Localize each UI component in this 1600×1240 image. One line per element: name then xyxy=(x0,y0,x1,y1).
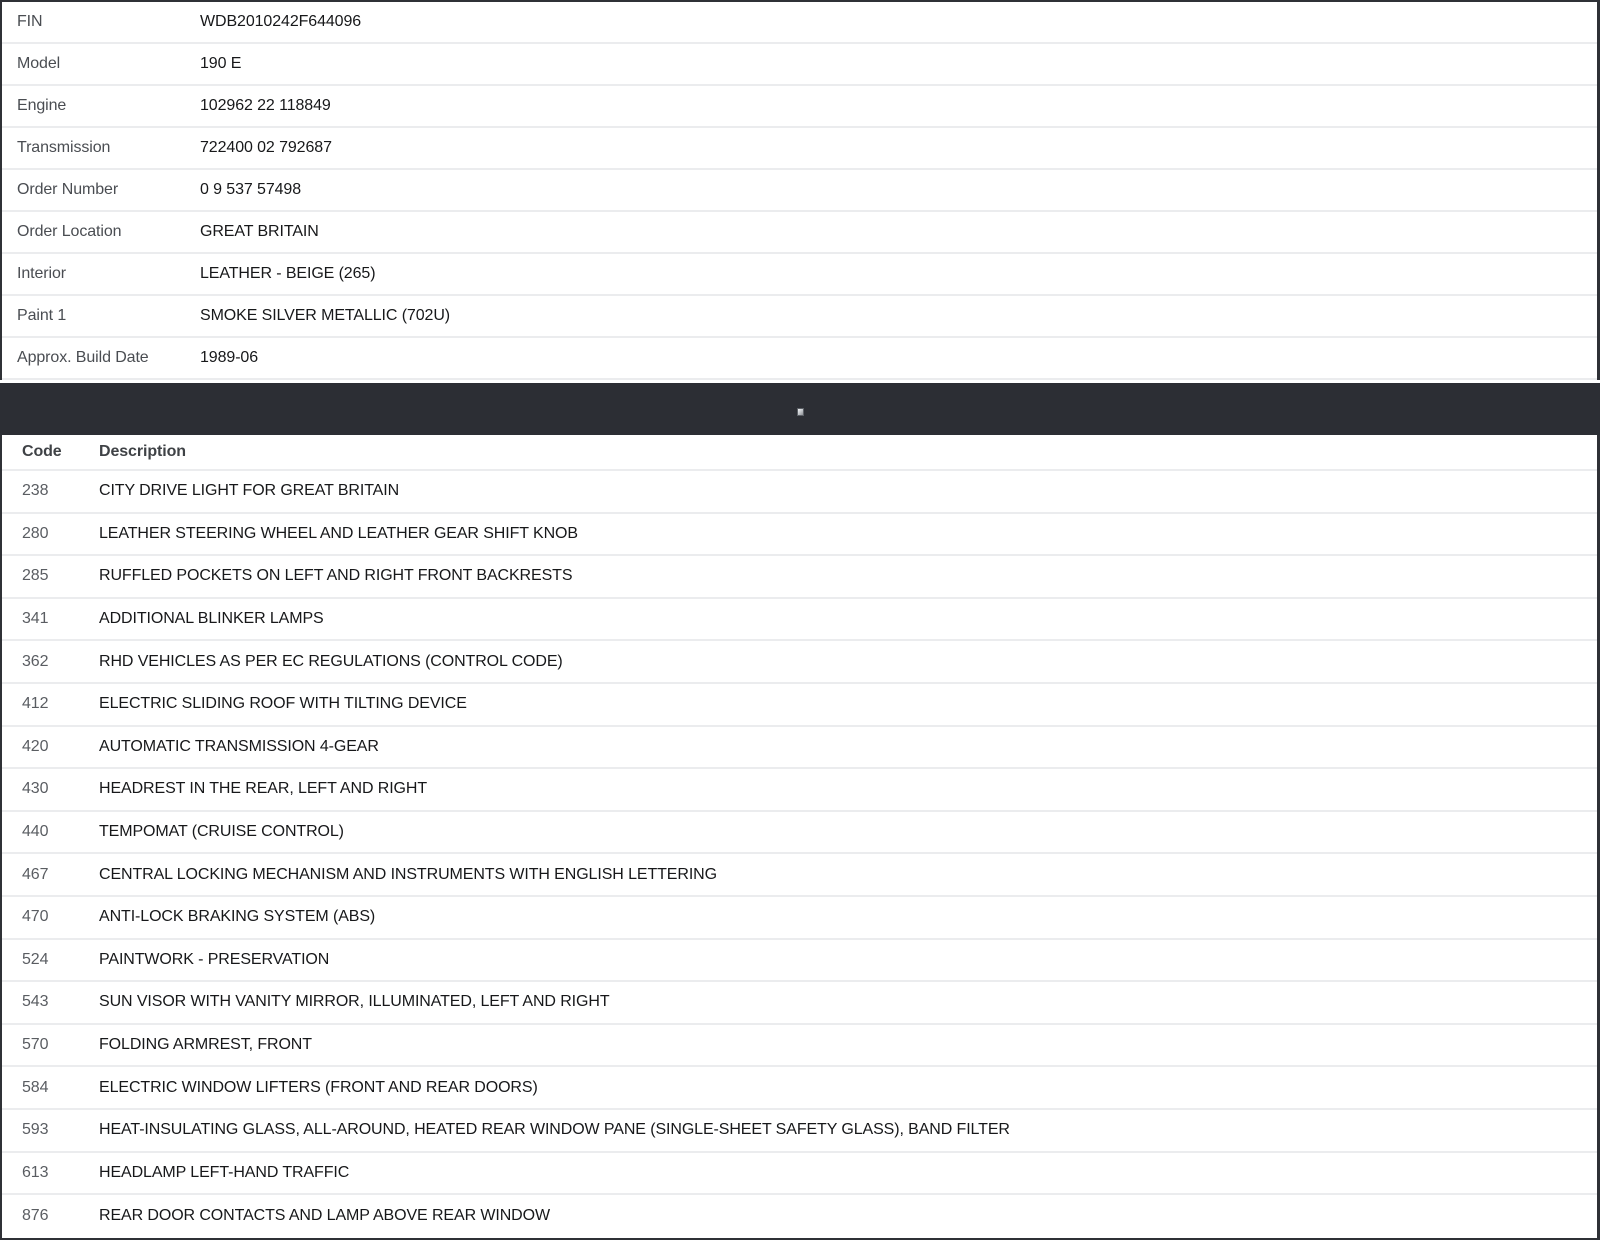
code-value: 280 xyxy=(22,524,49,542)
code-row xyxy=(2,684,1597,727)
code-value: 876 xyxy=(22,1207,49,1225)
code-value: 470 xyxy=(22,908,49,926)
code-row xyxy=(2,599,1597,642)
info-value: GREAT BRITAIN xyxy=(200,223,319,240)
code-value: 420 xyxy=(22,737,49,755)
info-row xyxy=(2,212,1597,254)
code-row xyxy=(2,1025,1597,1068)
info-label: Model xyxy=(17,55,61,72)
code-value: 341 xyxy=(22,610,49,628)
code-value: 362 xyxy=(22,652,49,670)
info-value: 722400 02 792687 xyxy=(200,139,332,156)
info-value: 190 E xyxy=(200,55,242,72)
code-row xyxy=(2,1153,1597,1196)
code-description: LEATHER STEERING WHEEL AND LEATHER GEAR SHIFT KNOB xyxy=(99,524,578,542)
code-value: 584 xyxy=(22,1078,49,1096)
code-value: 440 xyxy=(22,823,49,841)
info-value: 102962 22 118849 xyxy=(200,97,331,114)
code-description: RUFFLED POCKETS ON LEFT AND RIGHT FRONT BACKRESTS xyxy=(99,567,573,585)
info-label: Transmission xyxy=(17,139,111,156)
code-description: ANTI-LOCK BRAKING SYSTEM (ABS) xyxy=(99,908,376,926)
code-description: FOLDING ARMREST, FRONT xyxy=(99,1036,312,1054)
info-row xyxy=(2,2,1597,44)
code-description: ELECTRIC WINDOW LIFTERS (FRONT AND REAR DOORS) xyxy=(99,1078,538,1096)
code-column-header: Code xyxy=(22,443,62,460)
info-label: FIN xyxy=(17,13,43,30)
info-label: Engine xyxy=(17,97,67,114)
code-description: REAR DOOR CONTACTS AND LAMP ABOVE REAR WINDOW xyxy=(99,1207,550,1225)
info-value: 1989-06 xyxy=(200,349,259,366)
code-description: SUN VISOR WITH VANITY MIRROR, ILLUMINATED, LEFT AND RIGHT xyxy=(99,993,610,1011)
code-value: 412 xyxy=(22,695,49,713)
info-label: Paint 1 xyxy=(17,307,67,324)
code-value: 524 xyxy=(22,950,49,968)
description-column-header: Description xyxy=(99,443,186,460)
code-row xyxy=(2,556,1597,599)
code-description: TEMPOMAT (CRUISE CONTROL) xyxy=(99,823,344,841)
code-row xyxy=(2,982,1597,1025)
code-row xyxy=(2,812,1597,855)
code-description: ADDITIONAL BLINKER LAMPS xyxy=(99,610,324,628)
info-row xyxy=(2,44,1597,86)
code-value: 543 xyxy=(22,993,49,1011)
code-description: HEADLAMP LEFT-HAND TRAFFIC xyxy=(99,1163,350,1181)
code-description: CITY DRIVE LIGHT FOR GREAT BRITAIN xyxy=(99,482,400,500)
code-row xyxy=(2,727,1597,770)
section-divider-bar xyxy=(0,383,1600,435)
code-value: 570 xyxy=(22,1036,49,1054)
info-label: Interior xyxy=(17,265,66,282)
code-value: 285 xyxy=(22,567,49,585)
code-row xyxy=(2,897,1597,940)
code-row xyxy=(2,514,1597,557)
info-row xyxy=(2,296,1597,338)
code-value: 613 xyxy=(22,1163,49,1181)
info-value: 0 9 537 57498 xyxy=(200,181,302,198)
info-label: Order Location xyxy=(17,223,122,240)
vehicle-info-table xyxy=(0,0,1600,380)
code-row xyxy=(2,854,1597,897)
code-row xyxy=(2,769,1597,812)
code-description: PAINTWORK - PRESERVATION xyxy=(99,950,330,968)
info-label: Approx. Build Date xyxy=(17,349,149,366)
code-row xyxy=(2,940,1597,983)
info-value: LEATHER - BEIGE (265) xyxy=(200,265,376,282)
info-row xyxy=(2,254,1597,296)
code-description: AUTOMATIC TRANSMISSION 4-GEAR xyxy=(99,737,379,755)
code-row xyxy=(2,641,1597,684)
code-description: HEAT-INSULATING GLASS, ALL-AROUND, HEATED REAR WINDOW PANE (SINGLE-SHEET SAFETY GLASS), BAND FILTER xyxy=(99,1121,1010,1139)
info-row xyxy=(2,128,1597,170)
codes-table-header xyxy=(2,435,1597,471)
info-row xyxy=(2,170,1597,212)
code-description: ELECTRIC SLIDING ROOF WITH TILTING DEVICE xyxy=(99,695,467,713)
equipment-codes-table xyxy=(0,435,1600,1240)
code-description: CENTRAL LOCKING MECHANISM AND INSTRUMENTS WITH ENGLISH LETTERING xyxy=(99,865,717,883)
info-value: WDB2010242F644096 xyxy=(200,13,362,30)
code-row xyxy=(2,471,1597,514)
code-row xyxy=(2,1067,1597,1110)
code-value: 467 xyxy=(22,865,49,883)
info-label: Order Number xyxy=(17,181,119,198)
image-placeholder-icon xyxy=(797,408,804,416)
info-value: SMOKE SILVER METALLIC (702U) xyxy=(200,307,451,324)
code-value: 238 xyxy=(22,482,49,500)
codes-table-body xyxy=(2,471,1597,1238)
code-value: 430 xyxy=(22,780,49,798)
info-row xyxy=(2,338,1597,380)
code-value: 593 xyxy=(22,1121,49,1139)
code-description: HEADREST IN THE REAR, LEFT AND RIGHT xyxy=(99,780,428,798)
info-row xyxy=(2,86,1597,128)
code-description: RHD VEHICLES AS PER EC REGULATIONS (CONTROL CODE) xyxy=(99,652,563,670)
code-row xyxy=(2,1195,1597,1238)
code-row xyxy=(2,1110,1597,1153)
